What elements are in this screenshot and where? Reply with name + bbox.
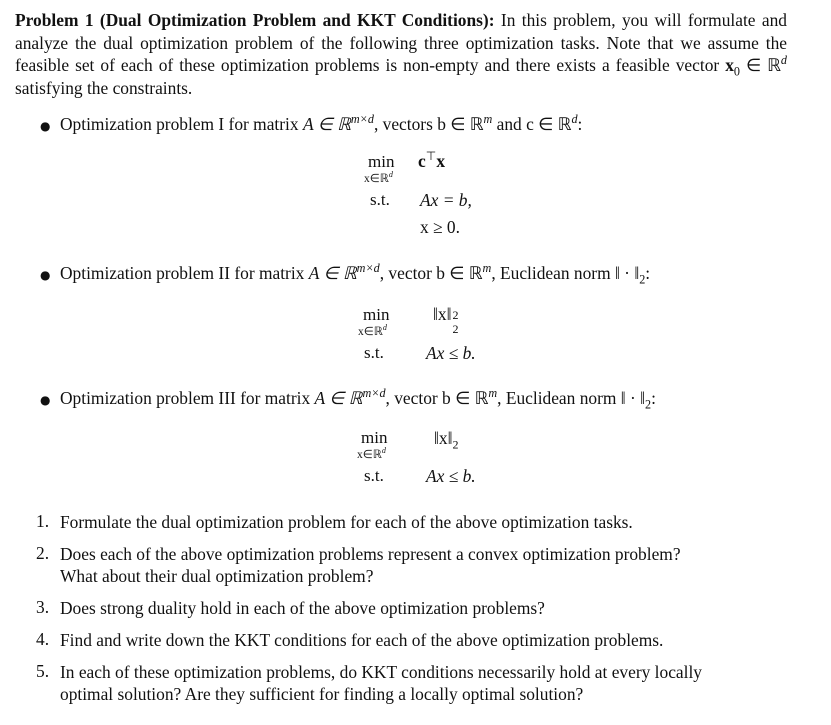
- problem-label-tail2-sup: d: [571, 112, 578, 127]
- question-number: 1.: [36, 511, 50, 531]
- objective-sub: 2: [452, 322, 459, 336]
- min-subscript: [358, 324, 387, 338]
- problem-label-tail-sup: m: [488, 386, 498, 401]
- min-subscript-sup: d: [381, 446, 386, 456]
- problem-II-label: [60, 261, 651, 287]
- problem-label-matrix: A ∈ ℝ: [302, 114, 351, 134]
- min-subscript: [357, 447, 386, 461]
- problem-label-tail2: , Euclidean norm ‖ · ‖: [491, 263, 640, 283]
- problem-label-end: :: [645, 263, 651, 283]
- objective: [433, 304, 461, 336]
- min-subscript-sup: d: [388, 170, 393, 180]
- question-text: [60, 661, 786, 705]
- min-subscript-text: x∈ℝ: [364, 173, 389, 185]
- question-line: Formulate the dual optimization problem for each of the above optimization tasks.: [60, 512, 633, 532]
- question-number: 2.: [36, 543, 50, 563]
- problem-heading: Problem 1 (Dual Optimization Problem and KKT Conditions):: [15, 10, 495, 30]
- problem-label-start: Optimization problem III for matrix: [60, 388, 311, 408]
- question-line: Does each of the above optimization problems represent a convex optimization problem?: [60, 544, 681, 564]
- subject-to-label: s.t.: [370, 190, 390, 209]
- intro-paragraph: [15, 9, 787, 99]
- intro-in: ∈ ℝ: [745, 55, 781, 76]
- question-line: optimal solution? Are they sufficient for finding a locally optimal solution?: [60, 684, 584, 704]
- subject-to-label: s.t.: [364, 466, 384, 485]
- question-line: In each of these optimization problems, do KKT conditions necessarily hold at every locally: [60, 662, 702, 682]
- min-subscript-text: x∈ℝ: [357, 449, 382, 461]
- question-line: Find and write down the KKT conditions for each of the above optimization problems.: [60, 630, 664, 650]
- objective-norm: ‖x‖: [433, 304, 452, 324]
- min-subscript-sup: d: [382, 323, 387, 333]
- constraint-1: Ax = b,: [420, 190, 472, 210]
- intro-text: In this problem, you will formulate and analyze the dual optimization problem of the following three optimization tasks. Note that we assume the feasible set of each of these optimization problems is non-empty and there exists a feasible vector: [15, 10, 787, 76]
- problem-label-end: :: [577, 114, 583, 134]
- question-number: 4.: [36, 629, 50, 649]
- problem-I-label: [60, 114, 582, 135]
- problem-label-tail: , vector b ∈ ℝ: [385, 388, 489, 408]
- objective-c: c: [418, 151, 426, 171]
- subject-to-label: s.t.: [364, 343, 384, 362]
- problem-label-sup: m×d: [362, 386, 386, 401]
- problem-label-start: Optimization problem II for matrix: [60, 263, 305, 283]
- min-subscript-text: x∈ℝ: [358, 326, 383, 338]
- problem-label-sup: m×d: [356, 261, 380, 276]
- objective: [434, 428, 459, 452]
- question-text: [60, 629, 790, 651]
- constraint-1: Ax ≤ b.: [426, 343, 476, 363]
- intro-dim: d: [780, 53, 787, 68]
- question-text: [60, 597, 790, 619]
- problem-label-tail2-sub: 2: [639, 272, 646, 287]
- problem-label-sup: m×d: [350, 112, 374, 127]
- min-operator: min: [361, 428, 388, 447]
- objective: [418, 151, 445, 172]
- objective-transpose: ⊤: [425, 149, 437, 164]
- min-operator: min: [363, 305, 390, 324]
- problem-label-tail-sup: m: [482, 261, 492, 276]
- bullet-icon: ●: [40, 393, 51, 407]
- objective-sub: 2: [452, 437, 459, 452]
- intro-vector: x: [725, 55, 734, 76]
- problem-label-start: Optimization problem I for matrix: [60, 114, 299, 134]
- constraint-2: x ≥ 0.: [420, 217, 460, 237]
- objective-sup: 2: [452, 308, 459, 322]
- problem-label-matrix: A ∈ ℝ: [308, 263, 357, 283]
- question-line: What about their dual optimization problem?: [60, 566, 374, 586]
- problem-label-tail: , vectors b ∈ ℝ: [373, 114, 484, 134]
- min-operator: min: [368, 152, 395, 171]
- intro-tail: satisfying the constraints.: [15, 77, 193, 98]
- problem-label-matrix: A ∈ ℝ: [314, 388, 363, 408]
- problem-label-tail2: and c ∈ ℝ: [492, 114, 572, 134]
- objective-norm: ‖x‖: [434, 428, 453, 448]
- question-line: Does strong duality hold in each of the above optimization problems?: [60, 598, 545, 618]
- bullet-icon: ●: [40, 268, 51, 282]
- constraint-1: Ax ≤ b.: [426, 466, 476, 486]
- problem-label-end: :: [651, 388, 656, 408]
- problem-label-tail: , vector b ∈ ℝ: [379, 263, 483, 283]
- objective-x: x: [436, 151, 446, 171]
- question-text: [60, 511, 790, 533]
- min-subscript: [364, 171, 393, 185]
- intro-vector-sub: 0: [733, 64, 740, 79]
- question-number: 5.: [36, 661, 50, 681]
- problem-III-label: [60, 386, 656, 412]
- problem-label-tail2: , Euclidean norm ‖ · ‖: [497, 388, 646, 408]
- problem-label-tail2-sub: 2: [645, 397, 652, 412]
- problem-label-tail-sup: m: [483, 112, 493, 127]
- question-text: [60, 543, 786, 587]
- question-number: 3.: [36, 597, 50, 617]
- bullet-icon: ●: [40, 119, 51, 133]
